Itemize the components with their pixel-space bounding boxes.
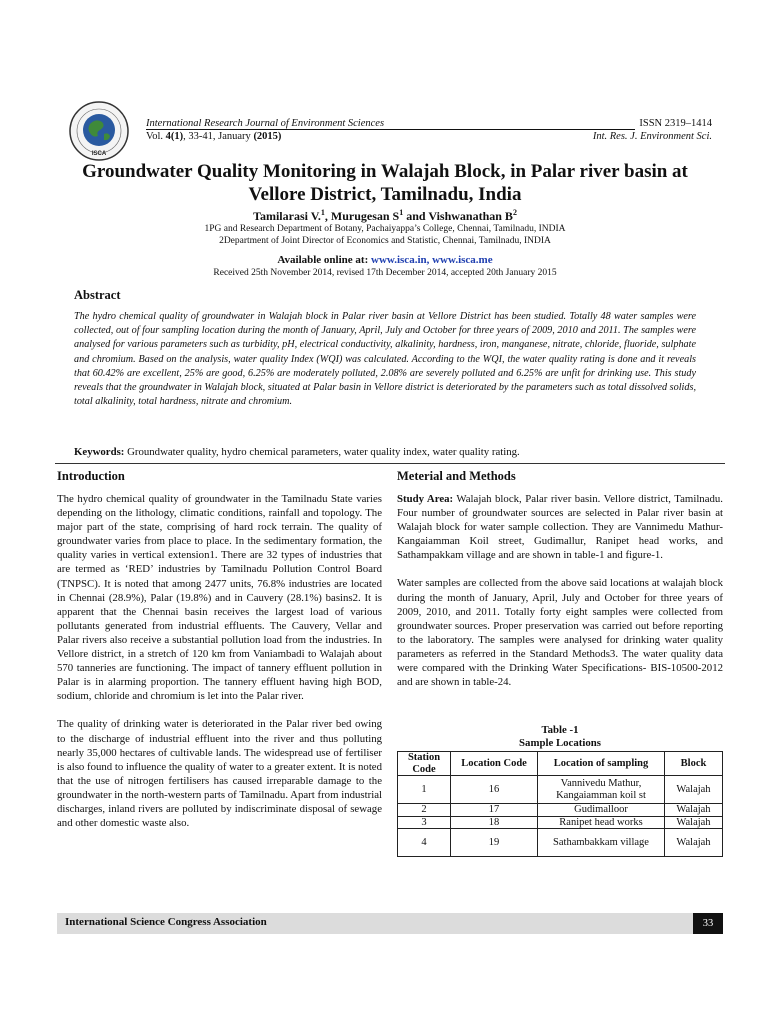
affiliation-1: 1PG and Research Department of Botany, Pachaiyappa’s College, Chennai, Tamilnadu, INDIA bbox=[204, 224, 566, 234]
table-header-row bbox=[398, 752, 723, 776]
methods-heading: Meterial and Methods bbox=[397, 469, 516, 483]
keywords: Keywords: Groundwater quality, hydro chemical parameters, water quality index, water quality rating. bbox=[74, 446, 520, 458]
logo-label: ISCA bbox=[91, 151, 107, 157]
affiliations bbox=[40, 223, 730, 247]
methods-paragraph-2: Water samples are collected from the above said locations at walajah block during the month of January, April, July and October for three years of 2009, 2010, and 2011. Totally forty eight samples were collected from groundwater sources. Proper preservation was carried out before reporting to the laboratory. The samples were analysed for drinking water quality parameters as referred in the Standard Methods3. The water quality data were compared with the Drinking Water Specifications- BIS-10500-2012 and are shown in table-24. bbox=[397, 577, 723, 689]
available-online: Available online at: www.isca.in, www.isca.me bbox=[277, 254, 493, 266]
table-row: 2 17 Gudimalloor Walajah bbox=[398, 804, 723, 817]
authors: Tamilarasi V.$^1$, Murugesan $S^1$ and Vishwanathan $B^2$ bbox=[253, 208, 517, 223]
journal-issn: ISSN 2319–1414 bbox=[639, 118, 712, 129]
sample-locations-table bbox=[397, 751, 723, 857]
introduction-heading: Introduction bbox=[57, 469, 125, 483]
table-header: Location Code bbox=[451, 752, 538, 776]
abstract-text: The hydro chemical quality of groundwater in Walajah block in Palar river basin at Vellore District has been studied. Totally 48 water samples were collected, out of four sampling location during the month of January, April, July and October for three years of 2009, 2010 and 2011. The samples were analysed for various parameters such as turbidity, pH, electrical conductivity, alkalinity, hardness, iron, manganese, nitrate, chloride, fluoride, sulphate and chromium. Based on the analysis, water quality Index (WQI) was calculated. According to the WQI, the water quality rating is done and it reveals that 60.42% are excellent, 25% are good, 6.25% are moderately polluted, 2.08% are severely polluted and 6.25% are unfit for drinking use. This study reveals that the groundwater in Walajah block, situated at Palar basin in Vellore district is deteriorated by the parameters such as total dissolved solids, total alkalinity, total hardness, nitrate and chromium. bbox=[74, 311, 696, 408]
introduction-body bbox=[57, 492, 382, 844]
table-title: Table -1 Sample Locations bbox=[519, 724, 601, 749]
introduction-paragraph-1: The hydro chemical quality of groundwater in the Tamilnadu State varies depending on the lithology, climatic conditions, rainfall and topology. The major part of the state, comprising of hard rock terrain. The quality of groundwater varies from place to place. In the sedimentary formation, the quality varies in vertical extension1. There are 32 types of industries that are termed as ‘RED’ industries by Tamilnadu Pollution Control Board (TNPSC). It is noted that among 2477 units, 76.8% industries are located in Chennai (28.9%), Palar (19.8%) and in Cauvery (28.1%) basins2. It is apparent that the Chennai basin receives the largest load of various pollutants generated from industrial effluents. The Cauvery, Vellar and Palar rivers also receive a substantial pollution load from the industries. In Vellore district, in a stretch of 120 km from Vaniambadi to Walajah about 570 tanneries are functioning. The impact of tannery effluent pollution in Palar is in alarming proportion. The tannery effluent having high BOD, sodium, chloride and chromium is let into the Palar river. bbox=[57, 493, 382, 703]
journal-url-link[interactable]: www.isca.in, www.isca.me bbox=[371, 254, 493, 266]
page-footer bbox=[57, 913, 723, 934]
table-header: Location of sampling bbox=[538, 752, 665, 776]
abstract-heading: Abstract bbox=[74, 288, 121, 302]
received-dates: Received 25th November 2014, revised 17th December 2014, accepted 20th January 2015 bbox=[213, 268, 557, 278]
journal-abbrev: Int. Res. J. Environment Sci. bbox=[592, 131, 712, 142]
table-header: Station Code bbox=[398, 752, 451, 776]
section-divider bbox=[55, 463, 725, 464]
methods-body bbox=[397, 492, 723, 703]
table-header: Block bbox=[665, 752, 723, 776]
affiliation-2: 2Department of Joint Director of Economics and Statistic, Chennai, Tamilnadu, INDIA bbox=[219, 236, 551, 246]
journal-logo bbox=[68, 100, 130, 162]
table-row: 1 16 Vannivedu Mathur, Kangaiamman koil st Walajah bbox=[398, 776, 723, 804]
journal-header bbox=[146, 118, 712, 142]
table-row: 4 19 Sathambakkam village Walajah bbox=[398, 829, 723, 857]
footer-organization: International Science Congress Association bbox=[65, 916, 267, 928]
paper-title: Groundwater Quality Monitoring in Walajah Block, in Palar river basin at Vellore District, Tamilnadu, India bbox=[82, 161, 688, 205]
page-number: 33 bbox=[693, 913, 723, 934]
methods-paragraph-1: Study Area: Walajah block, Palar river basin. Vellore district, Tamilnadu. Four number of groundwater sources are selected in Palar river basin at Walajah block for water sample collection. They are Vannimedu Mathur-Kangaiamman Koil street, Gudimallur, Ranipet head works, and Sathampakkam village and are shown in table-1 and figure-1. bbox=[397, 493, 723, 562]
table-row: 3 18 Ranipet head works Walajah bbox=[398, 816, 723, 829]
introduction-paragraph-2: The quality of drinking water is deteriorated in the Palar river bed owing to the discharge of industrial effluent into the river and thus polluting nearly 35,000 hectares of cultivable lands. The widespread use of fertiliser is also found to influence the quality of water to a greater extent. It is noted that the use of nitrogen fertilisers has caused irreparable damage to the groundwater in the north-western parts of Tamilnadu. Apart from industrial discharges, inland rivers are polluted by indiscriminate disposal of sewage and other domestic waste also. bbox=[57, 718, 383, 830]
journal-name: International Research Journal of Environment Sciences bbox=[146, 118, 635, 130]
journal-volume-line: Vol. 4(1), 33-41, January (2015) bbox=[146, 131, 282, 142]
